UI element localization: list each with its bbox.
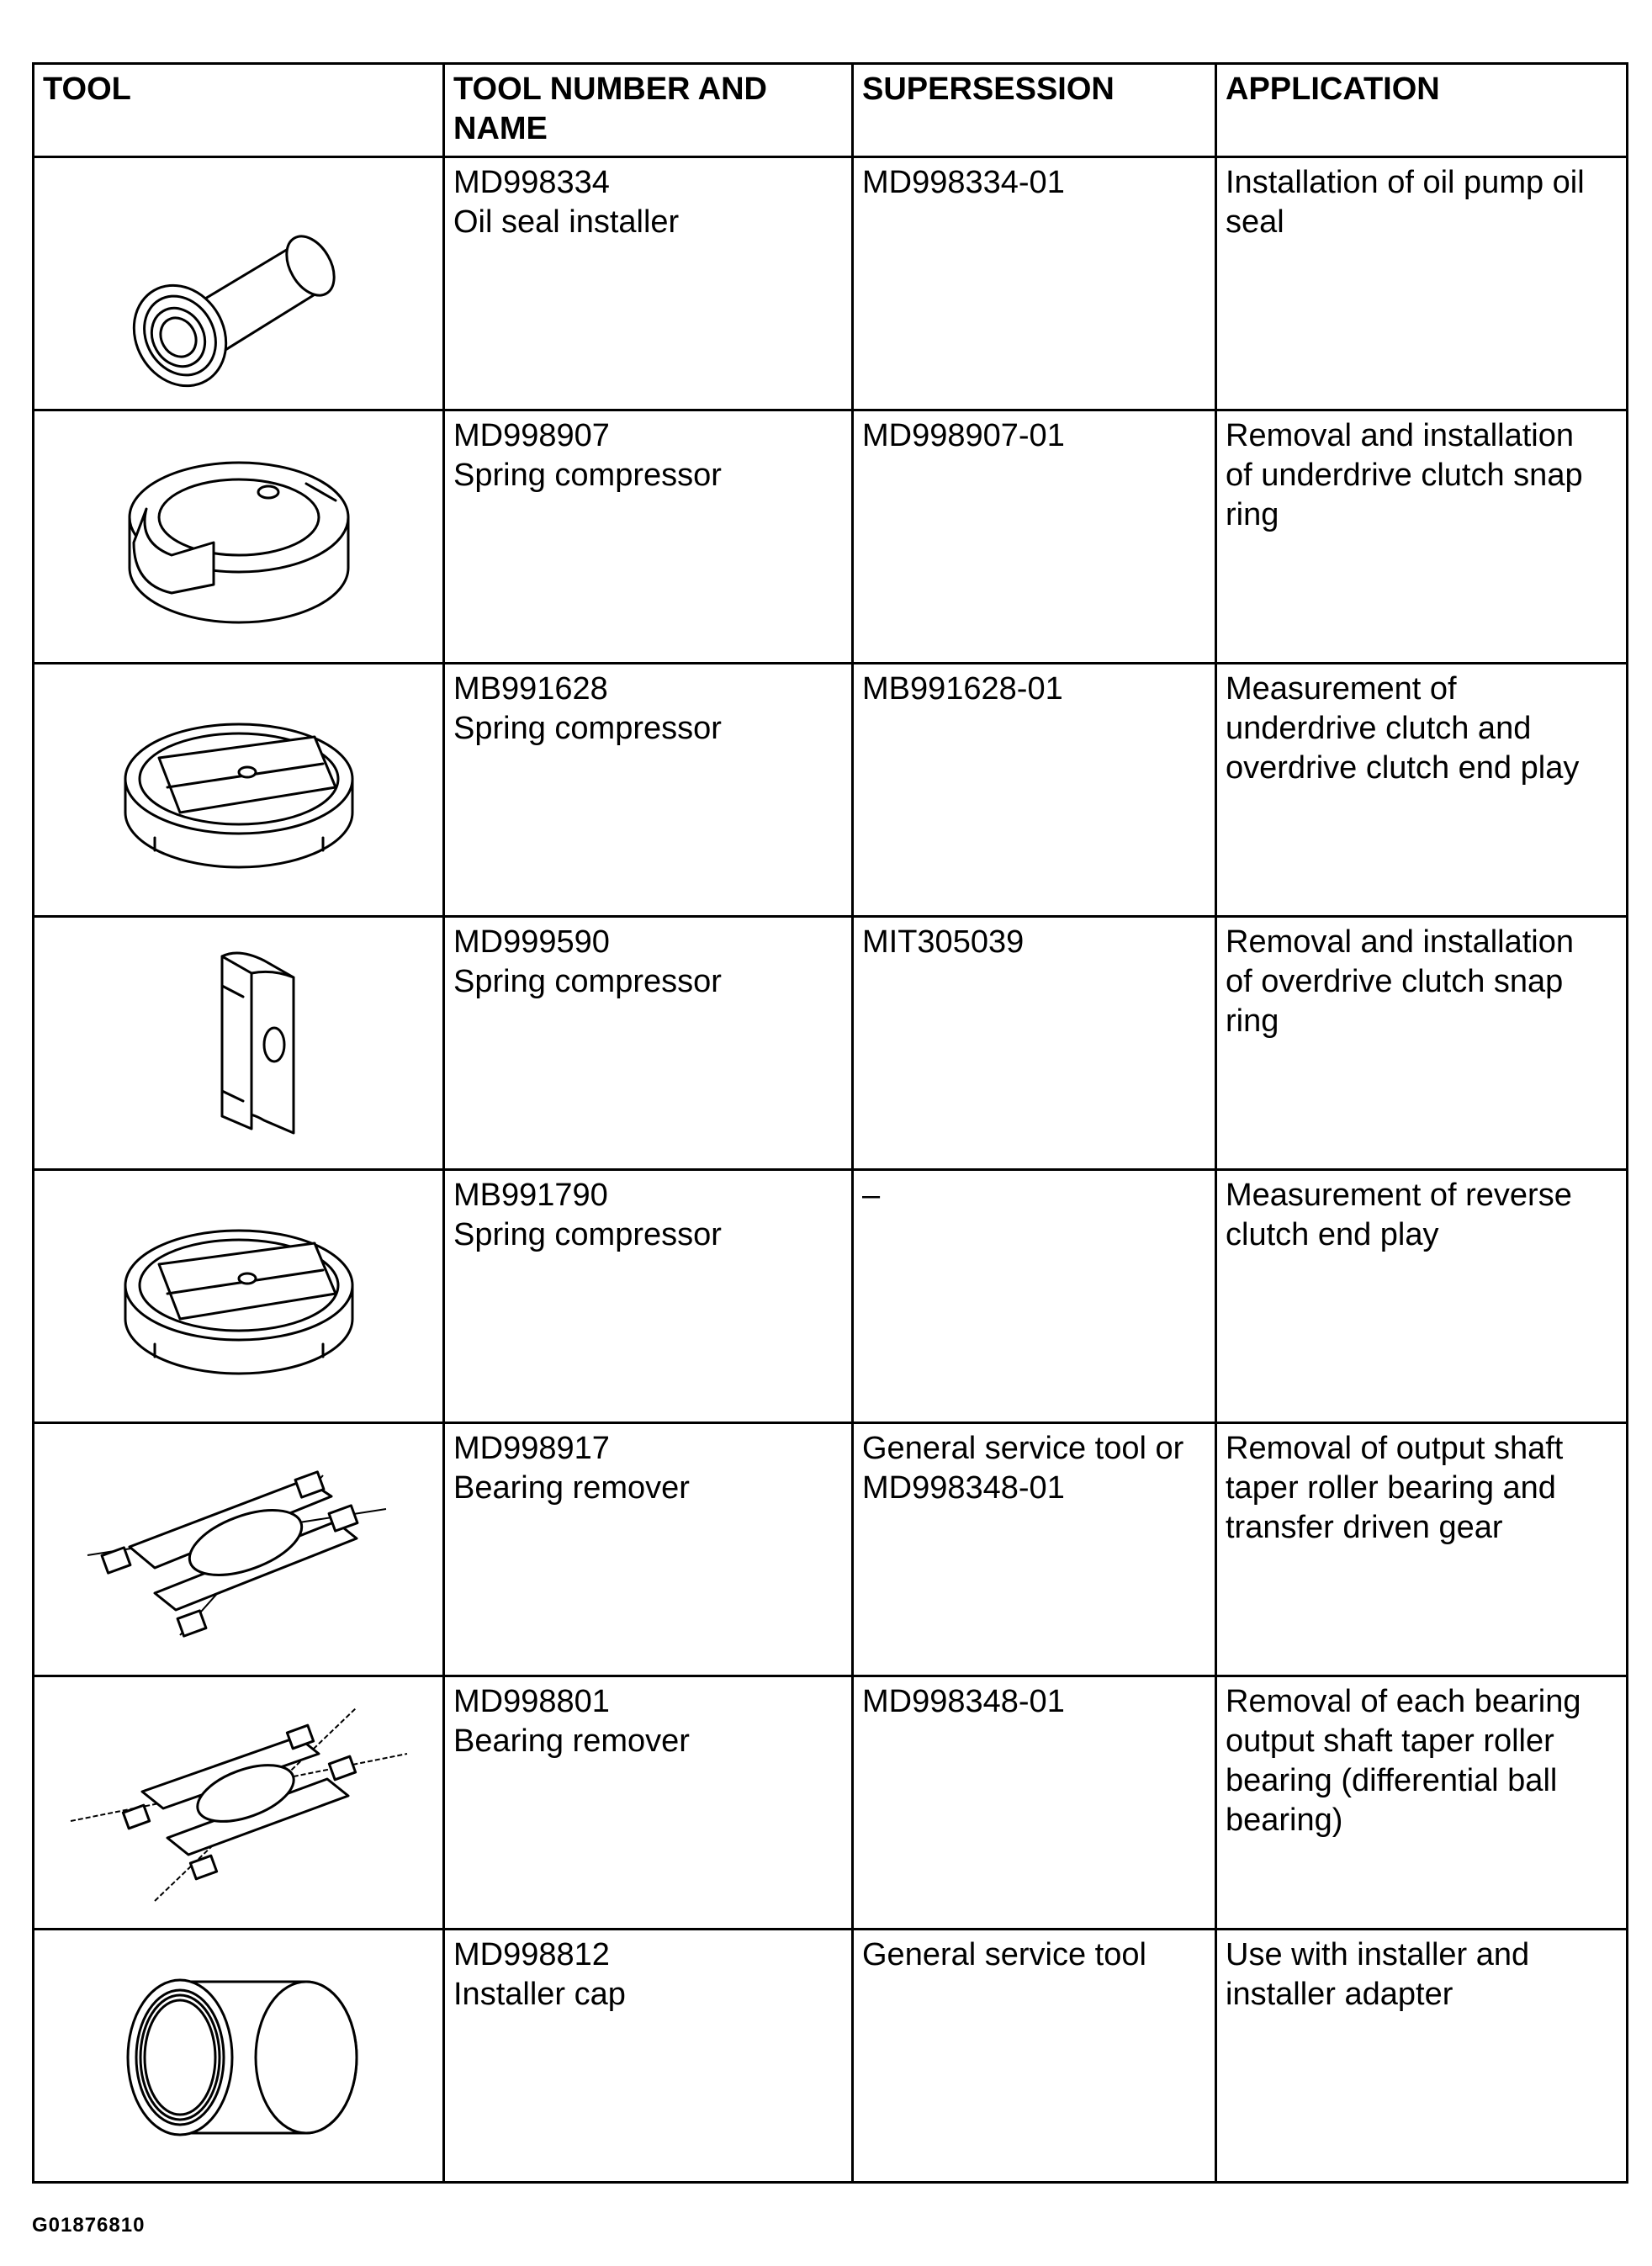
spring-compressor-block-icon bbox=[54, 923, 424, 1163]
tool-number: MD998917 bbox=[453, 1431, 610, 1466]
application-cell: Installation of oil pump oil seal bbox=[1216, 157, 1628, 410]
tool-name: Installer cap bbox=[453, 1977, 626, 2012]
header-tool-number-name: TOOL NUMBER AND NAME bbox=[444, 64, 853, 157]
tool-illustration-cell bbox=[34, 1423, 444, 1676]
header-supersession: SUPERSESSION bbox=[853, 64, 1216, 157]
application-cell: Removal and installation of overdrive clutch snap ring bbox=[1216, 917, 1628, 1170]
supersession-cell: MD998907-01 bbox=[853, 410, 1216, 664]
supersession-cell: General service tool or MD998348-01 bbox=[853, 1423, 1216, 1676]
figure-id: G01876810 bbox=[32, 2214, 146, 2237]
supersession-cell: MB991628-01 bbox=[853, 664, 1216, 917]
installer-cap-icon bbox=[54, 1935, 424, 2176]
tool-name: Spring compressor bbox=[453, 964, 722, 999]
application-cell: Removal of each bearing output shaft taper roller bearing (differential ball bearing) bbox=[1216, 1676, 1628, 1930]
tool-illustration-cell bbox=[34, 917, 444, 1170]
tool-number: MB991628 bbox=[453, 671, 608, 707]
special-tools-table bbox=[32, 62, 1628, 2184]
tool-number-name-cell bbox=[444, 1930, 853, 2183]
application-cell: Measurement of underdrive clutch and overdrive clutch end play bbox=[1216, 664, 1628, 917]
tool-number-name-cell bbox=[444, 157, 853, 410]
tool-name: Spring compressor bbox=[453, 711, 722, 746]
spring-compressor-cup-icon bbox=[54, 416, 424, 657]
tool-number-name-cell bbox=[444, 410, 853, 664]
bearing-remover-long-bolts-icon bbox=[54, 1682, 424, 1923]
tool-illustration-cell bbox=[34, 410, 444, 664]
spring-compressor-ring-icon bbox=[54, 670, 424, 910]
tool-number-name-cell bbox=[444, 664, 853, 917]
tool-number: MD998801 bbox=[453, 1684, 610, 1719]
supersession-cell: MIT305039 bbox=[853, 917, 1216, 1170]
tool-number: MD998812 bbox=[453, 1937, 610, 1972]
application-cell: Use with installer and installer adapter bbox=[1216, 1930, 1628, 2183]
tool-number-name-cell bbox=[444, 917, 853, 1170]
tool-illustration-cell bbox=[34, 1676, 444, 1930]
tool-name: Bearing remover bbox=[453, 1723, 690, 1759]
tool-number: MD998907 bbox=[453, 418, 610, 453]
spring-compressor-ring-icon bbox=[54, 1176, 424, 1416]
tool-number: MD999590 bbox=[453, 924, 610, 960]
table-row bbox=[34, 1423, 1628, 1676]
tool-number: MD998334 bbox=[453, 165, 610, 200]
table-row bbox=[34, 157, 1628, 410]
tool-number: MB991790 bbox=[453, 1178, 608, 1213]
supersession-cell: MD998334-01 bbox=[853, 157, 1216, 410]
table-row bbox=[34, 1676, 1628, 1930]
header-application: APPLICATION bbox=[1216, 64, 1628, 157]
tool-name: Oil seal installer bbox=[453, 204, 680, 240]
table-row bbox=[34, 1170, 1628, 1423]
tool-number-name-cell bbox=[444, 1423, 853, 1676]
tool-illustration-cell bbox=[34, 1930, 444, 2183]
application-cell: Removal and installation of underdrive clutch snap ring bbox=[1216, 410, 1628, 664]
tool-illustration-cell bbox=[34, 1170, 444, 1423]
application-cell: Measurement of reverse clutch end play bbox=[1216, 1170, 1628, 1423]
oil-seal-installer-icon bbox=[54, 163, 424, 404]
tool-number-name-cell bbox=[444, 1676, 853, 1930]
header-tool: TOOL bbox=[34, 64, 444, 157]
tool-illustration-cell bbox=[34, 157, 444, 410]
bearing-remover-icon bbox=[54, 1429, 424, 1670]
application-cell: Removal of output shaft taper roller bearing and transfer driven gear bbox=[1216, 1423, 1628, 1676]
header-row bbox=[34, 64, 1628, 157]
tool-name: Spring compressor bbox=[453, 1217, 722, 1252]
tool-illustration-cell bbox=[34, 664, 444, 917]
table-row bbox=[34, 410, 1628, 664]
supersession-cell: MD998348-01 bbox=[853, 1676, 1216, 1930]
table-row bbox=[34, 1930, 1628, 2183]
tool-name: Spring compressor bbox=[453, 458, 722, 493]
tool-name: Bearing remover bbox=[453, 1470, 690, 1506]
tool-number-name-cell bbox=[444, 1170, 853, 1423]
table-row bbox=[34, 917, 1628, 1170]
supersession-cell: – bbox=[853, 1170, 1216, 1423]
supersession-cell: General service tool bbox=[853, 1930, 1216, 2183]
table-row bbox=[34, 664, 1628, 917]
